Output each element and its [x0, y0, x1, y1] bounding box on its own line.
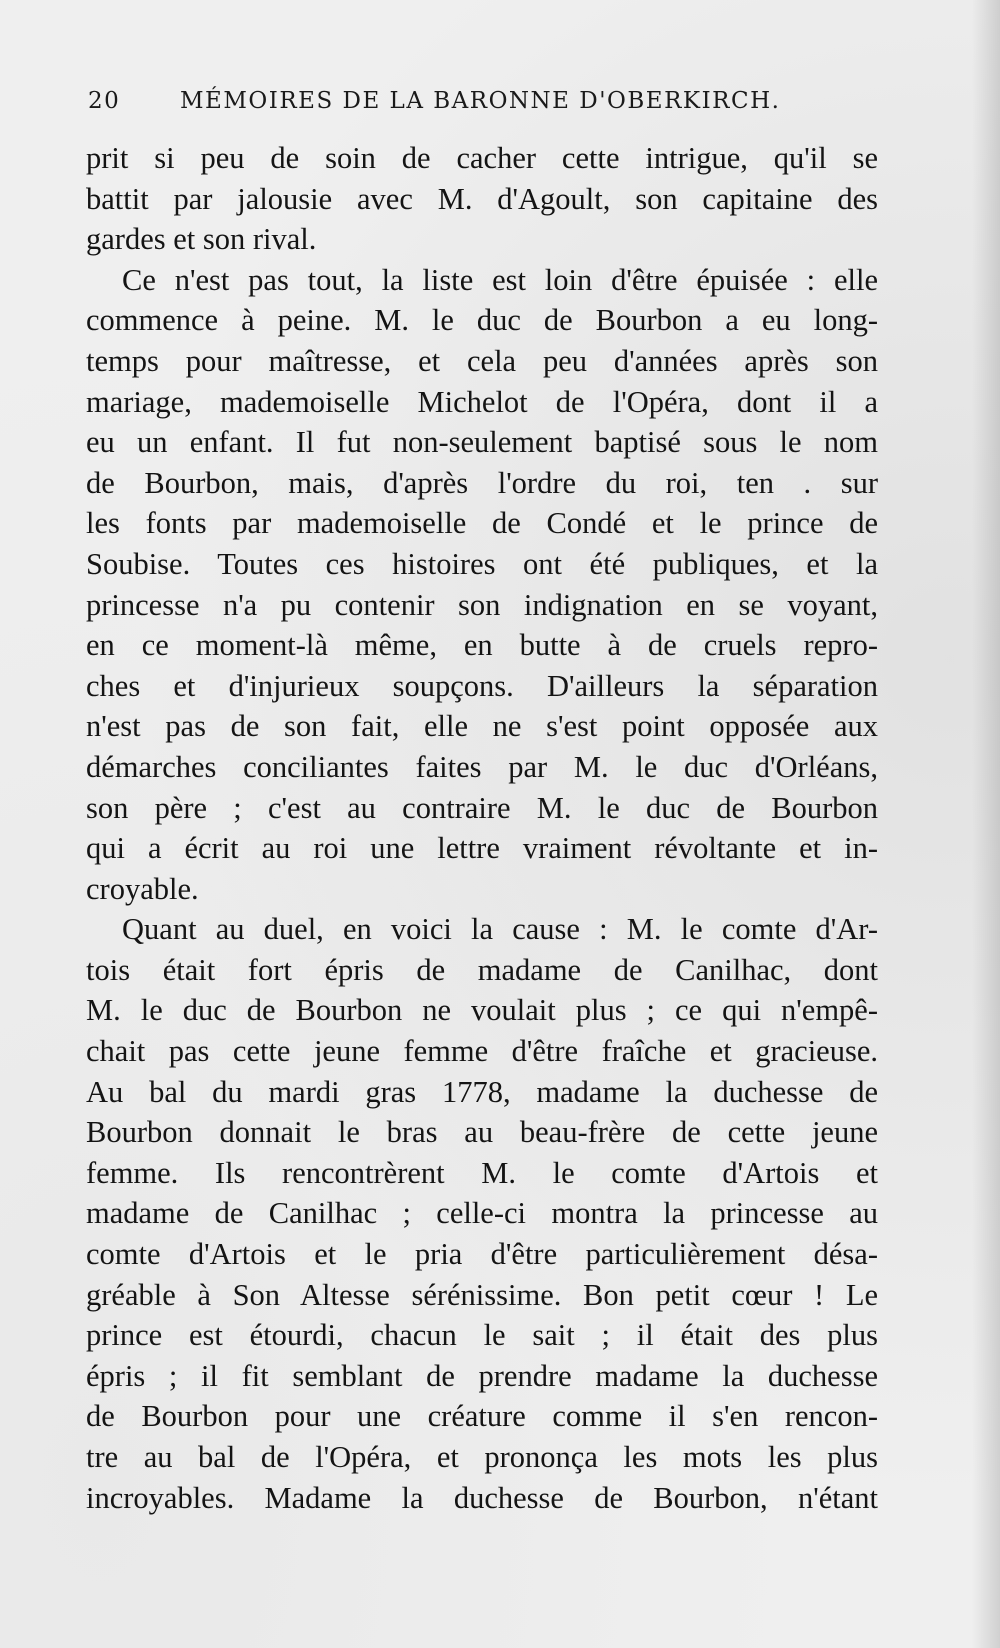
text-line: Au bal du mardi gras 1778, madame la duchesse de [86, 1074, 878, 1109]
text-line: temps pour maîtresse, et cela peu d'années après son [86, 343, 878, 378]
text-line: de Bourbon, mais, d'après l'ordre du roi, ten . sur [86, 465, 878, 500]
text-line: eu un enfant. Il fut non-seulement baptisé sous le nom [86, 425, 878, 460]
text-line: gardes et son rival. [86, 222, 317, 257]
page-edge-shadow [972, 0, 1000, 1648]
body-text [86, 138, 878, 1518]
text-line: démarches conciliantes faites par M. le duc d'Orléans, [86, 749, 878, 784]
running-head [88, 88, 838, 114]
text-line: qui a écrit au roi une lettre vraiment révoltante et in- [86, 831, 878, 866]
text-line: les fonts par mademoiselle de Condé et le prince de [86, 506, 878, 541]
text-line: prince est étourdi, chacun le sait ; il était des plus [86, 1318, 878, 1353]
text-line: épris ; il fit semblant de prendre madame la duchesse [86, 1358, 878, 1393]
text-line: princesse n'a pu contenir son indignation en se voyant, [86, 587, 878, 622]
text-line: incroyables. Madame la duchesse de Bourbon, n'étant [86, 1480, 878, 1515]
text-line: comte d'Artois et le pria d'être particulièrement désa- [86, 1237, 878, 1272]
text-line: croyable. [86, 871, 199, 906]
text-line: ches et d'injurieux soupçons. D'ailleurs la séparation [86, 668, 878, 703]
text-line: madame de Canilhac ; celle-ci montra la princesse au [86, 1196, 878, 1231]
page-number: 20 [88, 88, 121, 114]
text-line: mariage, mademoiselle Michelot de l'Opéra, dont il a [86, 384, 878, 419]
text-line: femme. Ils rencontrèrent M. le comte d'Artois et [86, 1155, 878, 1190]
text-line: M. le duc de Bourbon ne voulait plus ; ce qui n'empê- [86, 993, 878, 1028]
text-line: gréable à Son Altesse sérénissime. Bon petit cœur ! Le [86, 1277, 878, 1312]
text-line: Bourbon donnait le bras au beau-frère de cette jeune [86, 1115, 878, 1150]
text-line: en ce moment-là même, en butte à de cruels repro- [86, 628, 878, 663]
text-line: Soubise. Toutes ces histoires ont été publiques, et la [86, 546, 878, 581]
text-line: commence à peine. M. le duc de Bourbon a eu long- [86, 303, 878, 338]
text-line: battit par jalousie avec M. d'Agoult, son capitaine des [86, 181, 878, 216]
text-line: tre au bal de l'Opéra, et prononça les mots les plus [86, 1440, 878, 1474]
text-line: prit si peu de soin de cacher cette intrigue, qu'il se [86, 141, 878, 175]
text-line: n'est pas de son fait, elle ne s'est point opposée aux [86, 709, 878, 744]
paragraph-first-line: Quant au duel, en voici la cause : M. le comte d'Ar- [122, 912, 878, 947]
text-line: chait pas cette jeune femme d'être fraîche et gracieuse. [86, 1034, 878, 1069]
paragraph-first-line: Ce n'est pas tout, la liste est loin d'être épuisée : elle [122, 262, 878, 297]
text-line: tois était fort épris de madame de Canilhac, dont [86, 952, 878, 987]
text-line: de Bourbon pour une créature comme il s'en rencon- [86, 1399, 878, 1434]
text-line: son père ; c'est au contraire M. le duc de Bourbon [86, 790, 878, 825]
running-title: MÉMOIRES DE LA BARONNE D'OBERKIRCH. [180, 88, 781, 114]
